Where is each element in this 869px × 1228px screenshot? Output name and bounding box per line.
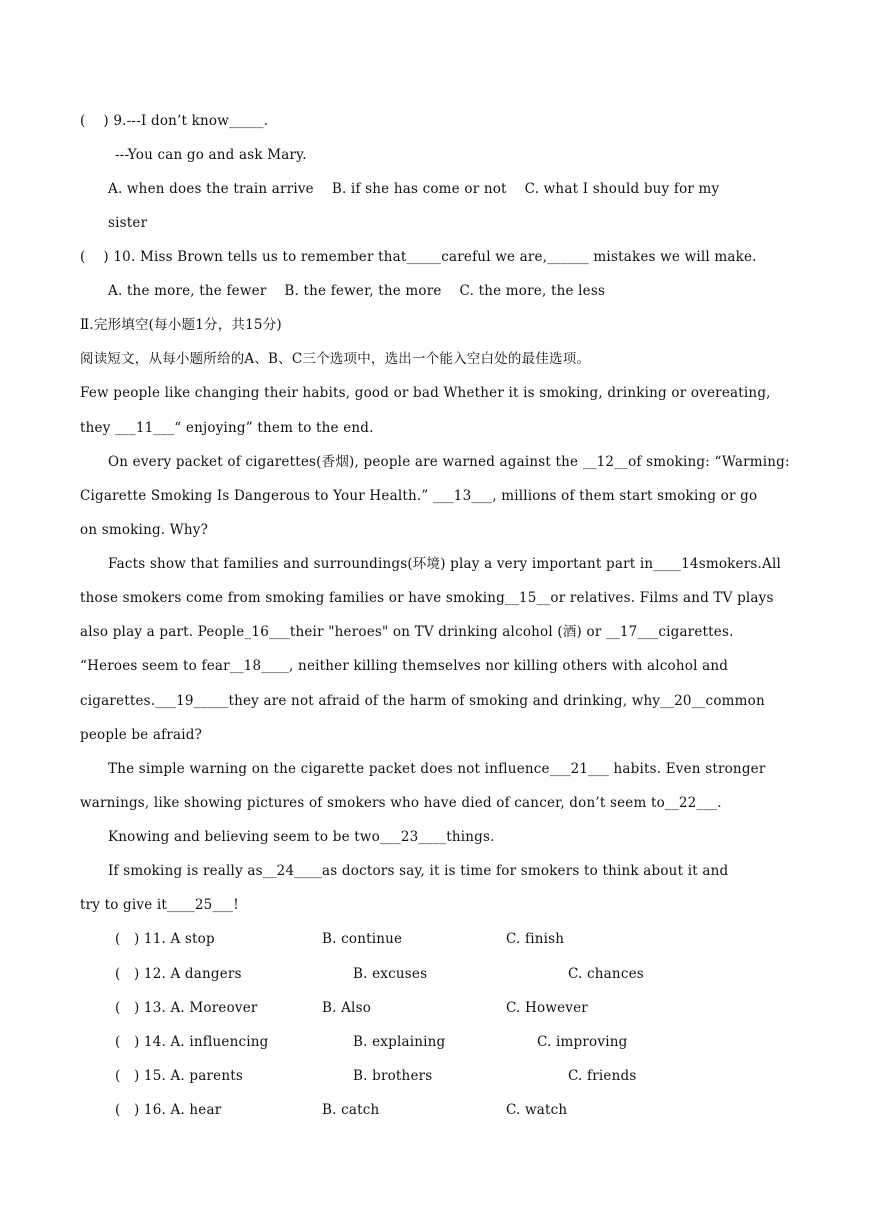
passage-line: on smoking. Why? (80, 522, 209, 538)
passage-line: they ___11___“ enjoying” them to the end. (80, 420, 374, 436)
passage-line: “Heroes seem to fear__18____, neither killing themselves nor killing others with alcohol and (80, 658, 729, 674)
option-number: ( ) 14. A. influencing (115, 1034, 269, 1050)
passage-line: The simple warning on the cigarette packet does not influence___21___ habits. Even stronger (108, 761, 766, 777)
option-number: ( ) 11. A stop (115, 931, 215, 947)
option-number: ( ) 13. A. Moreover (115, 1000, 258, 1016)
question-10-options: A. the more, the fewer B. the fewer, the more C. the more, the less (108, 283, 606, 299)
passage-line: On every packet of cigarettes(香烟), people are warned against the __12__of smoking: “Warming: (108, 454, 790, 470)
option-c: C. finish (506, 931, 565, 947)
section-heading: Ⅱ.完形填空(每小题1分，共15分) (80, 317, 282, 333)
passage-line: warnings, like showing pictures of smokers who have died of cancer, don’t seem to__22___. (80, 795, 722, 811)
question-9-dialog: ---You can go and ask Mary. (115, 147, 307, 163)
passage-line: those smokers come from smoking families or have smoking__15__or relatives. Films and TV plays (80, 590, 774, 606)
passage-line: Few people like changing their habits, good or bad Whether it is smoking, drinking or overeating, (80, 385, 771, 401)
option-b: B. excuses (353, 966, 428, 982)
option-b: B. explaining (353, 1034, 446, 1050)
option-b: B. continue (322, 931, 403, 947)
passage-line: Cigarette Smoking Is Dangerous to Your Health.” ___13___, millions of them start smoking or go (80, 488, 758, 504)
passage-line: If smoking is really as__24____as doctors say, it is time for smokers to think about it and (108, 863, 729, 879)
passage-line: Facts show that families and surroundings(环境) play a very important part in____14smokers.All (108, 556, 781, 572)
option-c: C. However (506, 1000, 588, 1016)
passage-line: people be afraid? (80, 727, 203, 743)
option-c: C. watch (506, 1102, 568, 1118)
option-c: C. friends (568, 1068, 637, 1084)
option-number: ( ) 12. A dangers (115, 966, 242, 982)
passage-line: Knowing and believing seem to be two___23____things. (108, 829, 495, 845)
passage-line: try to give it____25___! (80, 897, 239, 913)
option-b: B. catch (322, 1102, 380, 1118)
question-9-options-cont: sister (108, 215, 148, 231)
option-c: C. improving (537, 1034, 628, 1050)
section-instruction: 阅读短文，从每小题所给的A、B、C三个选项中，选出一个能入空白处的最佳选项。 (80, 351, 591, 367)
option-b: B. brothers (353, 1068, 433, 1084)
passage-line: also play a part. People_16___their "heroes" on TV drinking alcohol (酒) or __17___cigarettes. (80, 624, 734, 640)
option-number: ( ) 15. A. parents (115, 1068, 243, 1084)
question-10-stem: ( ) 10. Miss Brown tells us to remember that_____careful we are,______ mistakes we will make. (80, 249, 757, 265)
option-b: B. Also (322, 1000, 372, 1016)
question-9-stem: ( ) 9.---I don’t know_____. (80, 113, 269, 129)
option-c: C. chances (568, 966, 644, 982)
passage-line: cigarettes.___19_____they are not afraid of the harm of smoking and drinking, why__20__common (80, 693, 765, 709)
question-9-options: A. when does the train arrive B. if she has come or not C. what I should buy for my (108, 181, 720, 197)
option-number: ( ) 16. A. hear (115, 1102, 222, 1118)
